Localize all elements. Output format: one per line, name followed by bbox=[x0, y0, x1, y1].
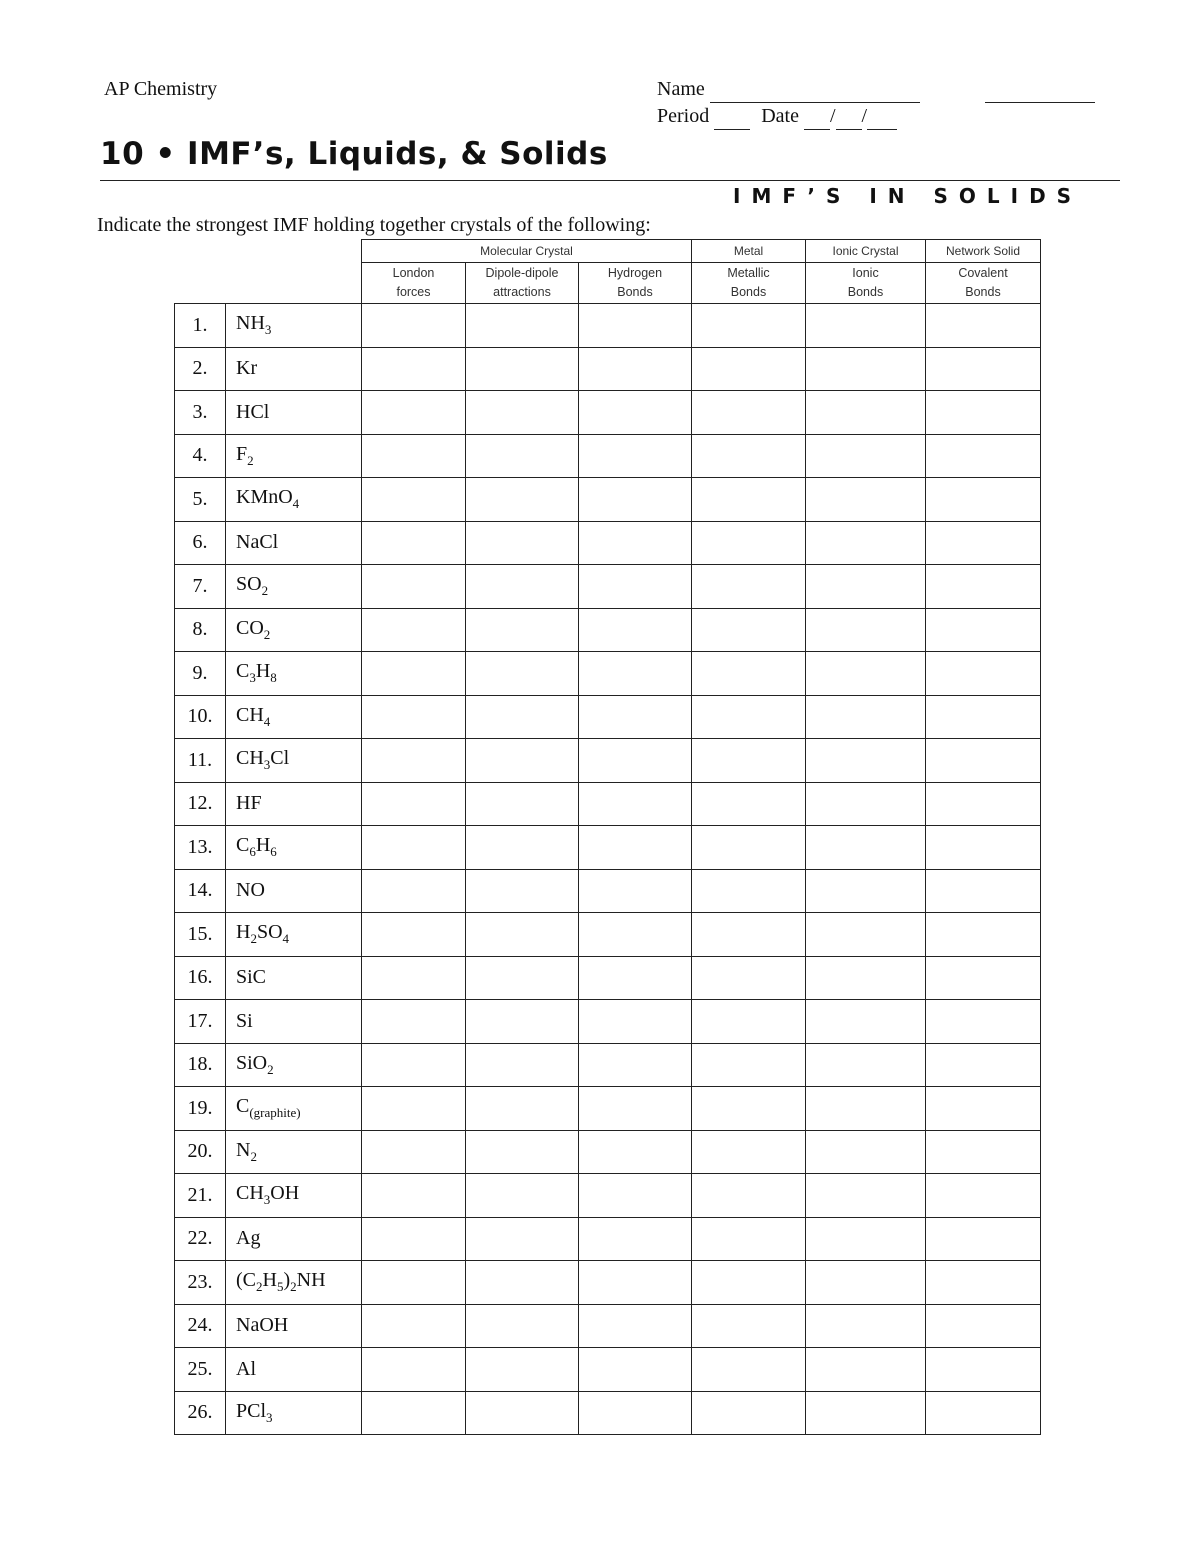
answer-cell[interactable] bbox=[466, 652, 579, 696]
answer-cell[interactable] bbox=[926, 1348, 1041, 1392]
answer-cell[interactable] bbox=[579, 1000, 692, 1044]
answer-cell[interactable] bbox=[362, 1348, 466, 1392]
row-number: 13. bbox=[175, 826, 226, 870]
answer-cell[interactable] bbox=[362, 1174, 466, 1218]
answer-cell[interactable] bbox=[806, 1000, 926, 1044]
answer-cell[interactable] bbox=[466, 913, 579, 957]
answer-cell[interactable] bbox=[362, 1043, 466, 1087]
row-number: 5. bbox=[175, 478, 226, 522]
row-number: 26. bbox=[175, 1391, 226, 1435]
answer-cell[interactable] bbox=[466, 956, 579, 1000]
compound-formula: Kr bbox=[226, 347, 362, 391]
column-header-line1: Dipole-dipole bbox=[485, 266, 559, 280]
answer-cell[interactable] bbox=[579, 913, 692, 957]
answer-cell[interactable] bbox=[806, 608, 926, 652]
answer-cell[interactable] bbox=[692, 826, 806, 870]
compound-formula: $SO_2$ bbox=[226, 565, 362, 609]
answer-cell[interactable] bbox=[362, 695, 466, 739]
answer-cell[interactable] bbox=[579, 1217, 692, 1261]
answer-cell[interactable] bbox=[466, 1087, 579, 1131]
answer-cell[interactable] bbox=[362, 347, 466, 391]
answer-cell[interactable] bbox=[926, 956, 1041, 1000]
row-number: 15. bbox=[175, 913, 226, 957]
answer-cell[interactable] bbox=[926, 1130, 1041, 1174]
answer-cell[interactable] bbox=[806, 1130, 926, 1174]
instructions: Indicate the strongest IMF holding together crystals of the following: bbox=[97, 214, 651, 236]
compound-formula: $H_2SO_4$ bbox=[226, 913, 362, 957]
answer-cell[interactable] bbox=[466, 1217, 579, 1261]
answer-cell[interactable] bbox=[926, 434, 1041, 478]
column-header-line1: Metallic bbox=[727, 266, 770, 280]
table-row bbox=[175, 1043, 1041, 1087]
answer-cell[interactable] bbox=[579, 1391, 692, 1435]
answer-cell[interactable] bbox=[466, 478, 579, 522]
answer-cell[interactable] bbox=[806, 565, 926, 609]
answer-cell[interactable] bbox=[926, 652, 1041, 696]
answer-cell[interactable] bbox=[579, 826, 692, 870]
answer-cell[interactable] bbox=[806, 869, 926, 913]
imf-table bbox=[174, 239, 1041, 1435]
page-title: 10 • IMF’s, Liquids, & Solids bbox=[100, 136, 608, 172]
table-row bbox=[175, 1348, 1041, 1392]
table-row bbox=[175, 695, 1041, 739]
answer-cell[interactable] bbox=[362, 652, 466, 696]
date-label: Date bbox=[761, 105, 799, 127]
answer-cell[interactable] bbox=[579, 1348, 692, 1392]
date-year-field[interactable] bbox=[867, 111, 897, 130]
row-number: 7. bbox=[175, 565, 226, 609]
answer-cell[interactable] bbox=[926, 1261, 1041, 1305]
answer-cell[interactable] bbox=[362, 1130, 466, 1174]
answer-cell[interactable] bbox=[579, 304, 692, 348]
answer-cell[interactable] bbox=[692, 565, 806, 609]
answer-cell[interactable] bbox=[926, 391, 1041, 435]
table-row bbox=[175, 608, 1041, 652]
column-header-line1: Hydrogen bbox=[607, 266, 663, 280]
table-row bbox=[175, 391, 1041, 435]
answer-cell[interactable] bbox=[926, 1043, 1041, 1087]
answer-cell[interactable] bbox=[466, 521, 579, 565]
answer-cell[interactable] bbox=[362, 1000, 466, 1044]
answer-cell[interactable] bbox=[362, 1261, 466, 1305]
answer-cell[interactable] bbox=[579, 521, 692, 565]
row-number: 4. bbox=[175, 434, 226, 478]
answer-cell[interactable] bbox=[362, 782, 466, 826]
table-row bbox=[175, 826, 1041, 870]
answer-cell[interactable] bbox=[692, 1391, 806, 1435]
answer-cell[interactable] bbox=[692, 478, 806, 522]
answer-cell[interactable] bbox=[579, 347, 692, 391]
answer-cell[interactable] bbox=[692, 1261, 806, 1305]
answer-cell[interactable] bbox=[466, 1130, 579, 1174]
answer-cell[interactable] bbox=[466, 391, 579, 435]
answer-cell[interactable] bbox=[579, 1174, 692, 1218]
column-header bbox=[692, 263, 806, 304]
table-body bbox=[175, 304, 1041, 1435]
compound-formula: $C_6H_6$ bbox=[226, 826, 362, 870]
compound-formula: NO bbox=[226, 869, 362, 913]
answer-cell[interactable] bbox=[692, 1174, 806, 1218]
compound-formula: SiC bbox=[226, 956, 362, 1000]
answer-cell[interactable] bbox=[692, 521, 806, 565]
table-row bbox=[175, 1087, 1041, 1131]
compound-formula: HF bbox=[226, 782, 362, 826]
answer-cell[interactable] bbox=[362, 826, 466, 870]
answer-cell[interactable] bbox=[926, 1304, 1041, 1348]
answer-cell[interactable] bbox=[926, 1087, 1041, 1131]
compound-formula: $N_2$ bbox=[226, 1130, 362, 1174]
answer-cell[interactable] bbox=[579, 1130, 692, 1174]
answer-cell[interactable] bbox=[926, 869, 1041, 913]
answer-cell[interactable] bbox=[806, 1391, 926, 1435]
table-row bbox=[175, 347, 1041, 391]
answer-cell[interactable] bbox=[362, 739, 466, 783]
answer-cell[interactable] bbox=[466, 1261, 579, 1305]
answer-cell[interactable] bbox=[806, 304, 926, 348]
date-separator: / bbox=[829, 105, 836, 127]
row-number: 2. bbox=[175, 347, 226, 391]
answer-cell[interactable] bbox=[466, 1348, 579, 1392]
answer-cell[interactable] bbox=[806, 1348, 926, 1392]
column-header-line1: Covalent bbox=[958, 266, 1008, 280]
answer-cell[interactable] bbox=[466, 695, 579, 739]
row-number: 25. bbox=[175, 1348, 226, 1392]
answer-cell[interactable] bbox=[362, 913, 466, 957]
table-row bbox=[175, 1391, 1041, 1435]
table-row bbox=[175, 913, 1041, 957]
column-header bbox=[806, 263, 926, 304]
answer-cell[interactable] bbox=[692, 1087, 806, 1131]
answer-cell[interactable] bbox=[362, 1391, 466, 1435]
answer-cell[interactable] bbox=[806, 1261, 926, 1305]
answer-cell[interactable] bbox=[692, 434, 806, 478]
compound-formula: SiO$_2$ bbox=[226, 1043, 362, 1087]
column-header-line2: Bonds bbox=[847, 285, 884, 299]
answer-cell[interactable] bbox=[926, 521, 1041, 565]
answer-cell[interactable] bbox=[362, 1087, 466, 1131]
row-number: 10. bbox=[175, 695, 226, 739]
table-row bbox=[175, 1000, 1041, 1044]
compound-formula: $C_{(graphite)}$ bbox=[226, 1087, 362, 1131]
answer-cell[interactable] bbox=[806, 1043, 926, 1087]
answer-cell[interactable] bbox=[362, 1304, 466, 1348]
answer-cell[interactable] bbox=[466, 304, 579, 348]
answer-cell[interactable] bbox=[926, 913, 1041, 957]
answer-cell[interactable] bbox=[692, 1130, 806, 1174]
answer-cell[interactable] bbox=[466, 826, 579, 870]
row-number: 21. bbox=[175, 1174, 226, 1218]
answer-cell[interactable] bbox=[806, 1304, 926, 1348]
answer-cell[interactable] bbox=[466, 739, 579, 783]
answer-cell[interactable] bbox=[579, 391, 692, 435]
compound-formula: $(C_2H_5)_2NH$ bbox=[226, 1261, 362, 1305]
compound-formula: Ag bbox=[226, 1217, 362, 1261]
answer-cell[interactable] bbox=[692, 1304, 806, 1348]
compound-formula: $CH_3OH$ bbox=[226, 1174, 362, 1218]
answer-cell[interactable] bbox=[579, 652, 692, 696]
answer-cell[interactable] bbox=[692, 1043, 806, 1087]
answer-cell[interactable] bbox=[926, 608, 1041, 652]
answer-cell[interactable] bbox=[579, 695, 692, 739]
answer-cell[interactable] bbox=[926, 347, 1041, 391]
compound-formula: NaCl bbox=[226, 521, 362, 565]
title-divider bbox=[100, 180, 1120, 181]
column-header-line1: Ionic bbox=[852, 266, 879, 280]
answer-cell[interactable] bbox=[806, 1087, 926, 1131]
compound-formula: HCl bbox=[226, 391, 362, 435]
answer-cell[interactable] bbox=[806, 521, 926, 565]
group-header-row bbox=[175, 240, 1041, 263]
date-separator: / bbox=[861, 105, 868, 127]
answer-cell[interactable] bbox=[692, 913, 806, 957]
table-row bbox=[175, 1304, 1041, 1348]
name-field-extra[interactable] bbox=[985, 84, 1095, 103]
compound-formula: $CO_2$ bbox=[226, 608, 362, 652]
date-month-field[interactable] bbox=[804, 111, 830, 130]
answer-cell[interactable] bbox=[806, 652, 926, 696]
row-number: 8. bbox=[175, 608, 226, 652]
column-header bbox=[926, 263, 1041, 304]
answer-cell[interactable] bbox=[926, 565, 1041, 609]
answer-cell[interactable] bbox=[466, 782, 579, 826]
row-number: 6. bbox=[175, 521, 226, 565]
table-row bbox=[175, 304, 1041, 348]
table-row bbox=[175, 1130, 1041, 1174]
answer-cell[interactable] bbox=[579, 434, 692, 478]
answer-cell[interactable] bbox=[806, 782, 926, 826]
answer-cell[interactable] bbox=[579, 608, 692, 652]
period-field[interactable] bbox=[714, 111, 750, 130]
row-number: 12. bbox=[175, 782, 226, 826]
compound-formula: $C_3H_8$ bbox=[226, 652, 362, 696]
table-row bbox=[175, 956, 1041, 1000]
row-number: 24. bbox=[175, 1304, 226, 1348]
answer-cell[interactable] bbox=[806, 695, 926, 739]
table-row bbox=[175, 1261, 1041, 1305]
answer-cell[interactable] bbox=[926, 1391, 1041, 1435]
table-row bbox=[175, 521, 1041, 565]
answer-cell[interactable] bbox=[926, 1000, 1041, 1044]
row-number: 17. bbox=[175, 1000, 226, 1044]
answer-cell[interactable] bbox=[466, 608, 579, 652]
compound-formula: Al bbox=[226, 1348, 362, 1392]
group-header: Molecular Crystal bbox=[362, 240, 692, 263]
answer-cell[interactable] bbox=[579, 478, 692, 522]
name-label: Name bbox=[657, 78, 705, 100]
row-number: 23. bbox=[175, 1261, 226, 1305]
table-row bbox=[175, 782, 1041, 826]
answer-cell[interactable] bbox=[579, 1087, 692, 1131]
answer-cell[interactable] bbox=[362, 565, 466, 609]
column-header-line2: forces bbox=[396, 285, 431, 299]
answer-cell[interactable] bbox=[466, 869, 579, 913]
answer-cell[interactable] bbox=[926, 782, 1041, 826]
answer-cell[interactable] bbox=[692, 869, 806, 913]
answer-cell[interactable] bbox=[806, 956, 926, 1000]
answer-cell[interactable] bbox=[362, 391, 466, 435]
answer-cell[interactable] bbox=[362, 956, 466, 1000]
answer-cell[interactable] bbox=[692, 391, 806, 435]
answer-cell[interactable] bbox=[692, 782, 806, 826]
answer-cell[interactable] bbox=[466, 1174, 579, 1218]
answer-cell[interactable] bbox=[362, 478, 466, 522]
answer-cell[interactable] bbox=[579, 956, 692, 1000]
compound-formula: $CH_3Cl$ bbox=[226, 739, 362, 783]
answer-cell[interactable] bbox=[579, 1043, 692, 1087]
answer-cell[interactable] bbox=[692, 304, 806, 348]
column-header bbox=[466, 263, 579, 304]
answer-cell[interactable] bbox=[926, 304, 1041, 348]
section-title: IMF’S IN SOLIDS bbox=[733, 184, 1083, 208]
answer-cell[interactable] bbox=[466, 434, 579, 478]
answer-cell[interactable] bbox=[466, 347, 579, 391]
answer-cell[interactable] bbox=[806, 1217, 926, 1261]
answer-cell[interactable] bbox=[692, 1348, 806, 1392]
column-header-line2: Bonds bbox=[965, 285, 1001, 299]
answer-cell[interactable] bbox=[466, 1000, 579, 1044]
answer-cell[interactable] bbox=[579, 739, 692, 783]
answer-cell[interactable] bbox=[579, 782, 692, 826]
answer-cell[interactable] bbox=[466, 1304, 579, 1348]
column-header-row bbox=[175, 263, 1041, 304]
column-header-line2: Bonds bbox=[730, 285, 767, 299]
answer-cell[interactable] bbox=[692, 1000, 806, 1044]
answer-cell[interactable] bbox=[362, 304, 466, 348]
answer-cell[interactable] bbox=[806, 913, 926, 957]
column-header bbox=[362, 263, 466, 304]
row-number: 22. bbox=[175, 1217, 226, 1261]
table-row bbox=[175, 434, 1041, 478]
answer-cell[interactable] bbox=[806, 478, 926, 522]
table-row bbox=[175, 478, 1041, 522]
student-info bbox=[657, 76, 1095, 130]
answer-cell[interactable] bbox=[806, 1174, 926, 1218]
answer-cell[interactable] bbox=[362, 608, 466, 652]
answer-cell[interactable] bbox=[692, 1217, 806, 1261]
group-header: Network Solid bbox=[926, 240, 1041, 263]
answer-cell[interactable] bbox=[926, 1174, 1041, 1218]
row-number: 14. bbox=[175, 869, 226, 913]
column-header bbox=[579, 263, 692, 304]
date-day-field[interactable] bbox=[836, 111, 862, 130]
answer-cell[interactable] bbox=[692, 695, 806, 739]
row-number: 19. bbox=[175, 1087, 226, 1131]
answer-cell[interactable] bbox=[692, 652, 806, 696]
answer-cell[interactable] bbox=[926, 826, 1041, 870]
table-row bbox=[175, 565, 1041, 609]
answer-cell[interactable] bbox=[926, 695, 1041, 739]
answer-cell[interactable] bbox=[806, 826, 926, 870]
column-header-line1: London bbox=[392, 266, 435, 280]
row-number: 1. bbox=[175, 304, 226, 348]
column-header-line2: attractions bbox=[493, 285, 551, 299]
answer-cell[interactable] bbox=[926, 739, 1041, 783]
answer-cell[interactable] bbox=[362, 521, 466, 565]
answer-cell[interactable] bbox=[466, 565, 579, 609]
answer-cell[interactable] bbox=[579, 1304, 692, 1348]
answer-cell[interactable] bbox=[362, 1217, 466, 1261]
row-number: 20. bbox=[175, 1130, 226, 1174]
answer-cell[interactable] bbox=[362, 869, 466, 913]
row-number: 18. bbox=[175, 1043, 226, 1087]
compound-formula: Si bbox=[226, 1000, 362, 1044]
compound-formula: KMnO$_4$ bbox=[226, 478, 362, 522]
compound-formula: PCl$_3$ bbox=[226, 1391, 362, 1435]
row-number: 9. bbox=[175, 652, 226, 696]
table-row bbox=[175, 652, 1041, 696]
group-header: Ionic Crystal bbox=[806, 240, 926, 263]
table-row bbox=[175, 1174, 1041, 1218]
answer-cell[interactable] bbox=[692, 956, 806, 1000]
answer-cell[interactable] bbox=[466, 1391, 579, 1435]
answer-cell[interactable] bbox=[926, 478, 1041, 522]
answer-cell[interactable] bbox=[692, 739, 806, 783]
answer-cell[interactable] bbox=[806, 739, 926, 783]
column-header-line2: Bonds bbox=[617, 285, 653, 299]
course-label: AP Chemistry bbox=[104, 78, 218, 100]
answer-cell[interactable] bbox=[362, 434, 466, 478]
table-row bbox=[175, 869, 1041, 913]
answer-cell[interactable] bbox=[806, 391, 926, 435]
table-row bbox=[175, 739, 1041, 783]
answer-cell[interactable] bbox=[466, 1043, 579, 1087]
row-number: 3. bbox=[175, 391, 226, 435]
answer-cell[interactable] bbox=[692, 608, 806, 652]
answer-cell[interactable] bbox=[926, 1217, 1041, 1261]
answer-cell[interactable] bbox=[806, 434, 926, 478]
row-number: 11. bbox=[175, 739, 226, 783]
compound-formula: NaOH bbox=[226, 1304, 362, 1348]
name-field[interactable] bbox=[710, 84, 920, 103]
answer-cell[interactable] bbox=[579, 869, 692, 913]
table-row bbox=[175, 1217, 1041, 1261]
compound-formula: $CH_4$ bbox=[226, 695, 362, 739]
row-number: 16. bbox=[175, 956, 226, 1000]
answer-cell[interactable] bbox=[579, 565, 692, 609]
answer-cell[interactable] bbox=[692, 347, 806, 391]
period-label: Period bbox=[657, 105, 710, 127]
group-header: Metal bbox=[692, 240, 806, 263]
answer-cell[interactable] bbox=[579, 1261, 692, 1305]
answer-cell[interactable] bbox=[806, 347, 926, 391]
compound-formula: $NH_3$ bbox=[226, 304, 362, 348]
compound-formula: $F_2$ bbox=[226, 434, 362, 478]
